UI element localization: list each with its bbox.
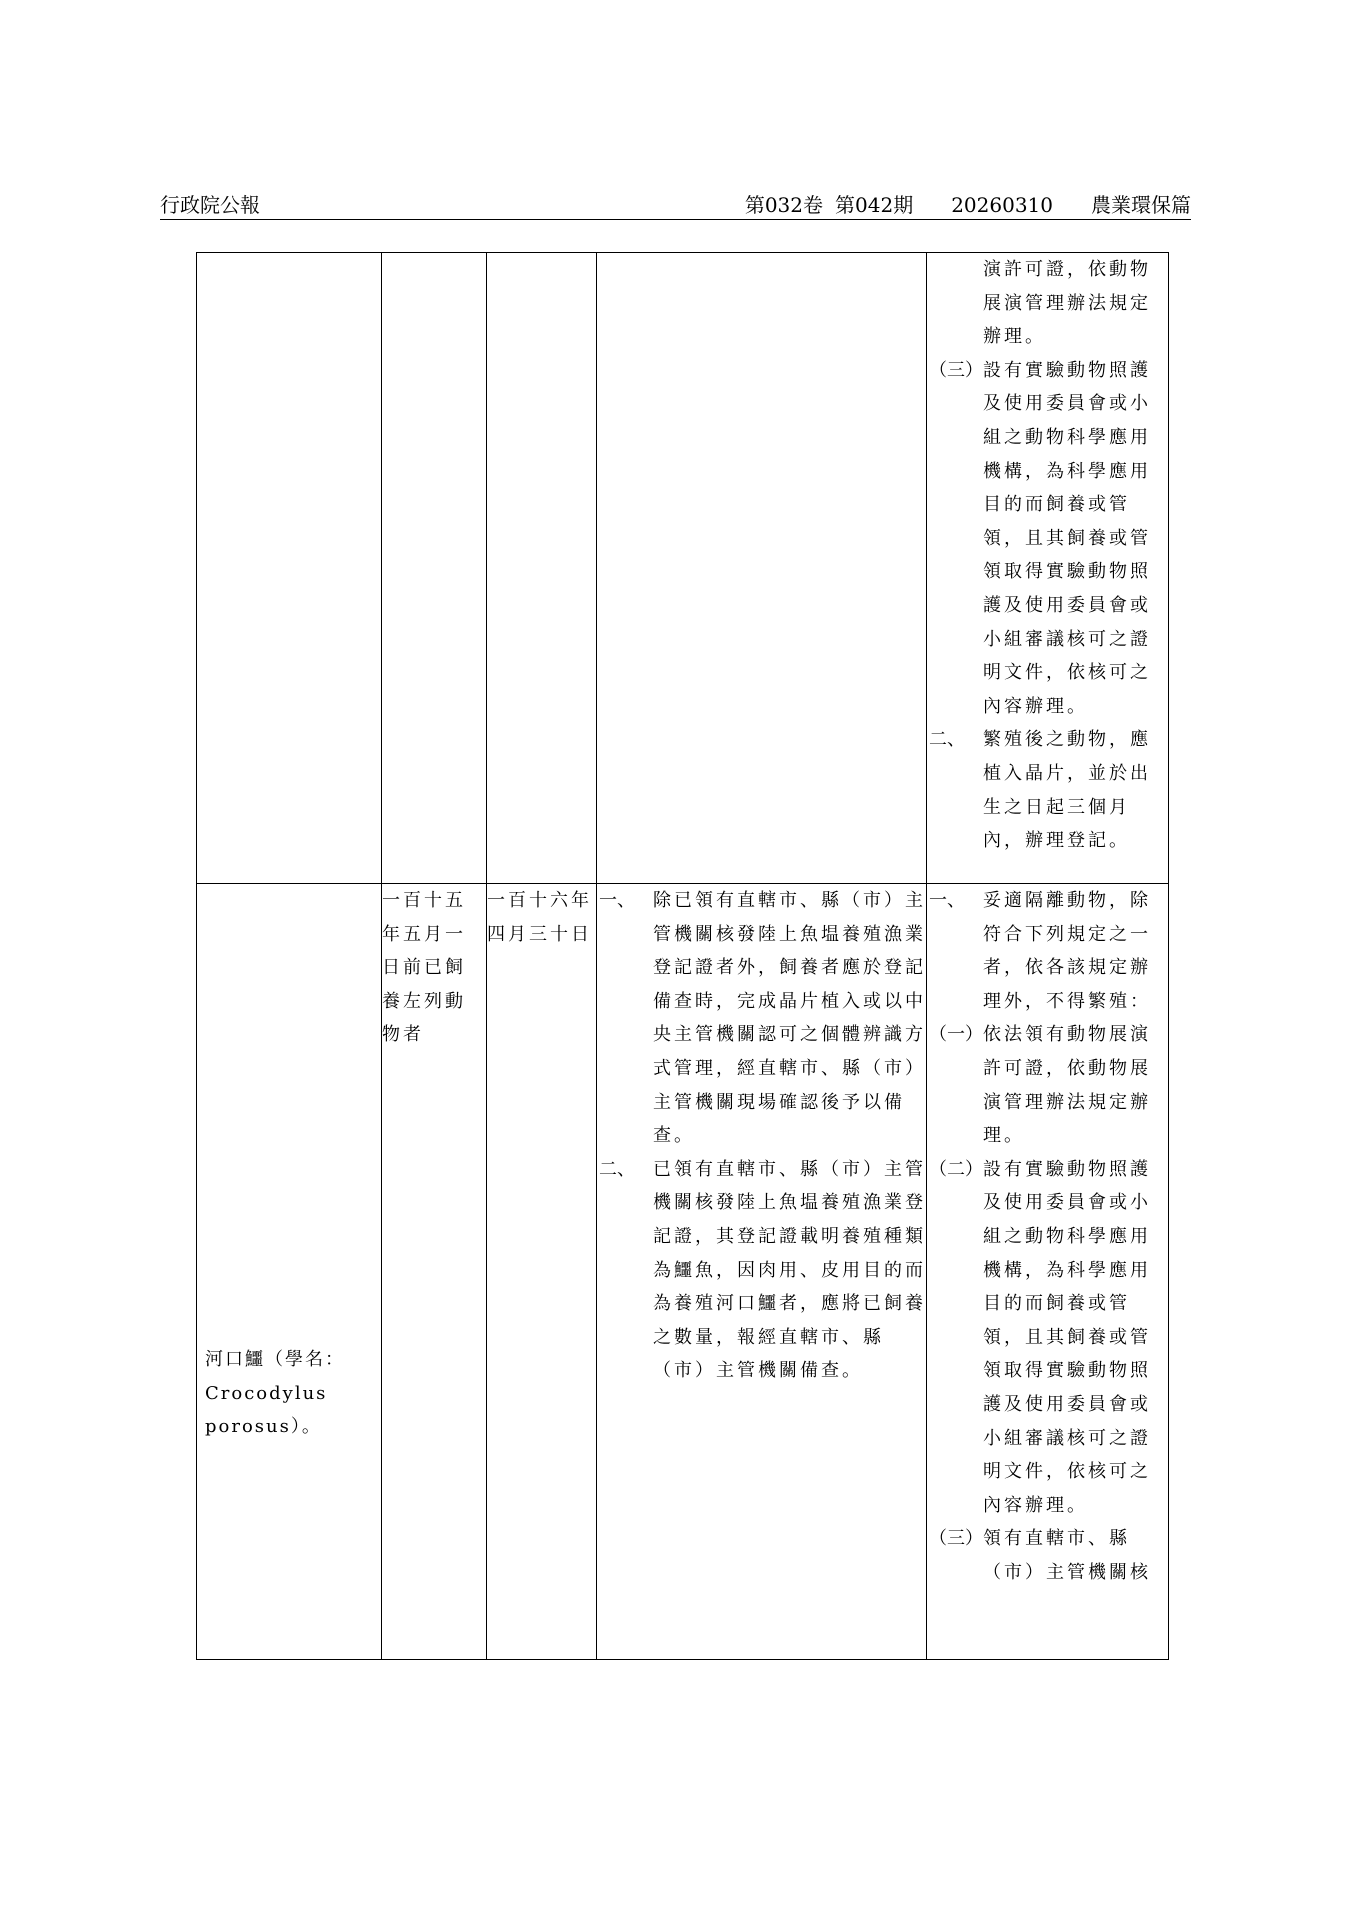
item-text: 已領有直轄市、縣（市）主管機關核發陸上魚塭養殖漁業登記證，其登記證載明養殖種類為鱷魚，因肉用、皮用目的而為養殖河口鱷者，應將已飼養之數量，報經直轄市、縣（市）主管機關備查。 — [653, 1158, 926, 1382]
item-marker: （三） — [929, 359, 983, 381]
table-row — [197, 253, 1169, 884]
regulation-table — [196, 252, 1169, 1660]
existing-owner-text: 一百十五年五月一日前已飼養左列動物者 — [382, 890, 466, 1046]
management-cell — [927, 884, 1169, 1660]
list-item — [927, 1018, 1168, 1152]
item-text: 設有實驗動物照護及使用委員會或小組之動物科學應用機構，為科學應用目的而飼養或管領，且其飼養或管領取得實驗動物照護及使用委員會或小組審議核可之證明文件，依核可之內容辦理。 — [983, 359, 1151, 717]
item-marker: （二） — [929, 1158, 983, 1180]
page-header — [160, 191, 1191, 220]
deadline-cell — [487, 884, 597, 1660]
table-row — [197, 884, 1169, 1660]
item-marker: 一、 — [599, 890, 635, 911]
species-cell — [197, 253, 382, 884]
existing-owner-cell — [382, 884, 487, 1660]
item-text: 設有實驗動物照護及使用委員會或小組之動物科學應用機構，為科學應用目的而飼養或管領，且其飼養或管領取得實驗動物照護及使用委員會或小組審議核可之證明文件，依核可之內容辦理。 — [983, 1158, 1151, 1516]
volume-number: 第032卷 — [744, 193, 824, 217]
item-marker: （三） — [929, 1528, 983, 1550]
item-marker: （一） — [929, 1024, 983, 1046]
registration-cell — [597, 884, 927, 1660]
item-text: 領有直轄市、縣（市）主管機關核 — [983, 1528, 1151, 1583]
registration-cell — [597, 253, 927, 884]
header-meta — [745, 191, 1191, 219]
continued-text: 演許可證，依動物展演管理辦法規定辦理。 — [983, 259, 1151, 348]
species-name: 河口鱷（學名：Crocodylus porosus）。 — [205, 1349, 345, 1438]
list-item — [927, 723, 1168, 857]
publication-title: 行政院公報 — [160, 193, 260, 217]
deadline-text: 一百十六年四月三十日 — [487, 890, 592, 945]
item-text: 除已領有直轄市、縣（市）主管機關核發陸上魚塭養殖漁業登記證者外，飼養者應於登記備查時，完成晶片植入或以中央主管機關認可之個體辨識方式管理，經直轄市、縣（市）主管機關現場確認後予以備查。 — [653, 890, 926, 1147]
existing-owner-cell — [382, 253, 487, 884]
list-item — [597, 884, 926, 1153]
section-name: 農業環保篇 — [1091, 193, 1191, 217]
list-item — [927, 1153, 1168, 1523]
issue-number: 第042期 — [835, 193, 914, 217]
item-marker: 一、 — [929, 890, 965, 911]
item-marker: 二、 — [599, 1158, 635, 1180]
item-text: 繁殖後之動物，應植入晶片，並於出生之日起三個月內，辦理登記。 — [983, 729, 1151, 852]
list-item — [927, 354, 1168, 724]
list-item — [927, 884, 1168, 1018]
management-cell — [927, 253, 1169, 884]
deadline-cell — [487, 253, 597, 884]
item-text: 妥適隔離動物，除符合下列規定之一者，依各該規定辦理外，不得繁殖： — [983, 890, 1151, 1012]
item-marker: 二、 — [929, 729, 965, 751]
publication-date: 20260310 — [951, 193, 1053, 217]
list-item — [597, 1153, 926, 1388]
species-cell — [197, 884, 382, 1660]
list-item — [927, 1522, 1168, 1589]
item-text: 依法領有動物展演許可證，依動物展演管理辦法規定辦理。 — [983, 1024, 1151, 1147]
